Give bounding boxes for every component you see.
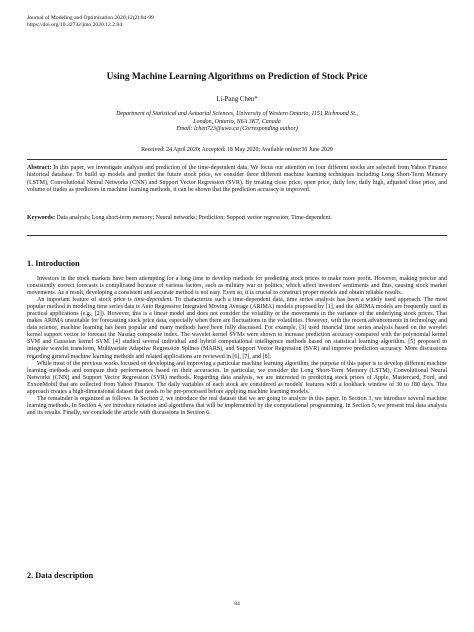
keywords-label: Keywords:: [27, 215, 55, 221]
intro-paragraph-2: [27, 297, 447, 360]
intro-p2-rest: . To characterize such a time-dependent data, time series analysis has been a widely used approach. The most popular method in modeling time series data is Auto Regressive Integrated Moving Average (ARIMA) models proposed by [1], and the ARIMA models are frequently used in practical applications (e.g., [2]). However, this is a linear model and does not consider the volatility or the movements in the variance of the underlying stock prices. That makes ARIMA unsuitable for forecasting stock price data, especially when there are fluctuations in the volatilities. However, with the recent advancements in technology and data science, machine learning has been popular and many methods have been fully discussed. For example, [3] used financial time series analysis based on the wavelet kernel support vector to forecast the Nasdaq composite index. The wavelet kernel SVMs were shown to increase prediction accuracy compared with the polynomial kernel SVM and Gaussian kernel SVM. [4] studied several individual and hybrid computational intelligence methods based on statistical learning algorithm. [5] proposed to integrate wavelet transform, Multivariate Adaptive Regression Splines (MARS), and Support Vector Regression (SVR) and improve prediction accuracy. More discussions regarding general machine learning methods and related applications are reviewed in [6], [7], and [8].: [27, 297, 447, 360]
section-2-heading: 2. Data description: [27, 571, 94, 580]
intro-p2-start: An important feature of stock price is: [37, 297, 135, 304]
abstract-text: In this paper, we investigate analysis and prediction of the time-dependent data. We focus our attention on four different stocks are selected from Yahoo Finance historical database. To build up models and predict the future stock price, we consider three different machine learning techniques including Long Short-Term Memory (LSTM), Convolutional Neural Networks (CNN) and Support Vector Regression (SVR). By treating close price, open price, daily low, daily high, adjusted close price, and volume of trades as predictors in machine learning methods, it can be shown that the prediction accuracy is improved.: [27, 165, 447, 194]
intro-p2-emphasis: time-dependent: [134, 297, 172, 304]
publication-dates: Received: 24 April 2020; Accepted: 18 May 2020; Available online:30 June 2020: [141, 147, 333, 153]
affiliation-line-2: London, Ontario, N6A 3K7, Canada: [193, 118, 281, 125]
journal-header: [27, 15, 154, 29]
affiliation-line-1: Department of Statistical and Actuarial Sciences, University of Western Ontario, 1151 Richmond St.,: [116, 111, 358, 117]
keywords-text: Data analysis; Long short-term memory; Neural networks; Prediction; Support vector regression; Time-dependent.: [56, 215, 332, 221]
top-divider: [27, 159, 447, 160]
intro-paragraph-1: Investors in the stock markets have been attempting for a long time to develop methods for predicting stock prices to make more profit. However, making precise and consistently correct forecasts is complicated because of various factors, such as military war or politics, which affect investors' sentiments and thus, causing stock market movements. As a result, developing a consistent and accurate method is not easy. Even so, it is crucial to construct proper models and obtain reliable results.: [27, 276, 447, 297]
abstract-label: Abstract:: [27, 165, 52, 171]
intro-paragraph-4: The remainder is organized as follows. In Section 2, we introduce the real dataset that we are going to analyze in this paper. In Section 3, we introduce several machine learning methods. In Section 4, we introduce notation and algorithms that will be implemented by the computational programming. In Section 5, we present real data analysis and its results. Finally, we conclude the article with discussions in Section 6.: [27, 395, 447, 416]
introduction-body: [27, 276, 447, 417]
keywords: [27, 215, 447, 222]
affiliation-email: Email: lchen723@uwo.ca (Corresponding author): [176, 126, 298, 133]
author-name: Li-Pang Chen*: [216, 96, 258, 103]
section-1-heading: 1. Introduction: [27, 259, 80, 268]
abstract: [27, 165, 447, 195]
paper-title: Using Machine Learning Algorithms on Prediction of Stock Price: [106, 72, 368, 82]
journal-citation: Journal of Modeling and Optimization 2020;12(2):84-99: [27, 15, 154, 21]
intro-paragraph-3: While most of the previous works focused on developing and improving a particular machine learning algorithm, the purpose of this paper is to develop different machine learning methods and compare their performances based on their accuracies. In particular, we consider the Long Short-Term Memory (LSTM), Convolutional Neural Networks (CNN) and Support Vector Regression (SVR) methods. Regarding data analysis, we are interested in predicting stock prices of Apple, Mastercard, Ford, and ExxonMobil that are collected from Yahoo Finance. The daily variables of each stock are considered as models' features with a lookback window of 30 to 180 days. This approach creates a high-dimensional dataset that needs to be pre-processed before applying machine learning models.: [27, 360, 447, 395]
doi-link[interactable]: https://doi.org/10.32732/jmo.2020.12.2.84: [27, 22, 122, 28]
bottom-divider: [27, 235, 447, 236]
page-number: 84: [234, 601, 240, 607]
affiliation: [40, 111, 434, 134]
